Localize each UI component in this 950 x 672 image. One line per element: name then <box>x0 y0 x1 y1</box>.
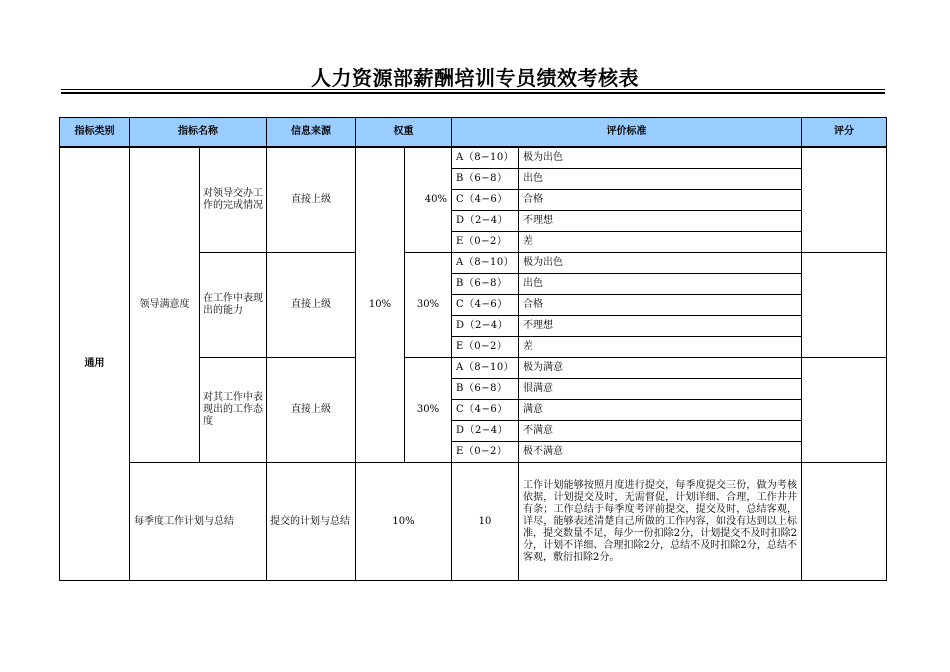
item-1-name: 对领导交办工作的完成情况 <box>200 147 267 253</box>
item-1-score-cell[interactable] <box>802 147 887 253</box>
header-category: 指标类别 <box>60 118 130 148</box>
grade-label: 合格 <box>519 190 802 211</box>
header-source: 信息来源 <box>267 118 356 148</box>
grade-label: 不理想 <box>519 211 802 232</box>
grade-label: 出色 <box>519 169 802 190</box>
header-row <box>60 118 887 148</box>
title-rule-thick <box>61 92 885 94</box>
header-name: 指标名称 <box>130 118 267 148</box>
item-2-source: 直接上级 <box>267 253 356 358</box>
group-weight-cell: 10% <box>356 147 405 463</box>
grade-label: 差 <box>519 337 802 358</box>
grade-label: 不理想 <box>519 316 802 337</box>
grade-label: 出色 <box>519 274 802 295</box>
grade-code: B（6−8） <box>452 379 519 400</box>
item-2-score-cell[interactable] <box>802 253 887 358</box>
header-criteria: 评价标准 <box>452 118 802 148</box>
plan-points: 10 <box>452 463 519 581</box>
grade-label: 很满意 <box>519 379 802 400</box>
item-1-weight: 40% <box>405 147 452 253</box>
title-rule-thin <box>61 89 885 90</box>
header-weight: 权重 <box>356 118 452 148</box>
grade-code: B（6−8） <box>452 274 519 295</box>
grade-label: 极不满意 <box>519 442 802 463</box>
grade-code: E（0−2） <box>452 337 519 358</box>
plan-weight: 10% <box>356 463 452 581</box>
plan-criteria: 工作计划能够按照月度进行提交，每季度提交三份，做为考核依据，计划提交及时，无需督促，计划详细、合理，工作井井有条；工作总结于每季度考评前提交，提交及时，总结客观，详尽，能够表述清楚自己所做的工作内容，如没有达到以上标准，提交数量不足，每少一份扣除2分，计划提交不及时扣除2分，计划不详细、合理扣除2分，总结不及时扣除2分，总结不客观，敷衍扣除2分。 <box>519 463 802 581</box>
grade-code: E（0−2） <box>452 232 519 253</box>
grade-code: E（0−2） <box>452 442 519 463</box>
grade-code: D（2−4） <box>452 316 519 337</box>
header-score: 评分 <box>802 118 887 148</box>
grade-label: 满意 <box>519 400 802 421</box>
plan-score-cell[interactable] <box>802 463 887 581</box>
evaluation-table <box>59 117 887 581</box>
item-2-weight: 30% <box>405 253 452 358</box>
group-name-cell: 领导满意度 <box>130 147 200 463</box>
grade-code: A（8−10） <box>452 358 519 379</box>
grade-code: A（8−10） <box>452 147 519 169</box>
grade-code: A（8−10） <box>452 253 519 274</box>
grade-code: C（4−6） <box>452 295 519 316</box>
item-1-source: 直接上级 <box>267 147 356 253</box>
item-3-score-cell[interactable] <box>802 358 887 463</box>
item-3-name: 对其工作中表现出的工作态度 <box>200 358 267 463</box>
grade-label: 极为出色 <box>519 253 802 274</box>
page-title: 人力资源部薪酬培训专员绩效考核表 <box>311 66 639 90</box>
grade-label: 极为满意 <box>519 358 802 379</box>
grade-label: 差 <box>519 232 802 253</box>
grade-code: D（2−4） <box>452 211 519 232</box>
grade-code: C（4−6） <box>452 400 519 421</box>
grade-code: C（4−6） <box>452 190 519 211</box>
grade-label: 不满意 <box>519 421 802 442</box>
grade-code: B（6−8） <box>452 169 519 190</box>
grade-label: 极为出色 <box>519 147 802 169</box>
item-2-name: 在工作中表现出的能力 <box>200 253 267 358</box>
category-cell: 通用 <box>60 147 130 581</box>
grade-label: 合格 <box>519 295 802 316</box>
item-3-source: 直接上级 <box>267 358 356 463</box>
plan-source: 提交的计划与总结 <box>267 463 356 581</box>
plan-name: 每季度工作计划与总结 <box>130 463 267 581</box>
grade-code: D（2−4） <box>452 421 519 442</box>
item-3-weight: 30% <box>405 358 452 463</box>
